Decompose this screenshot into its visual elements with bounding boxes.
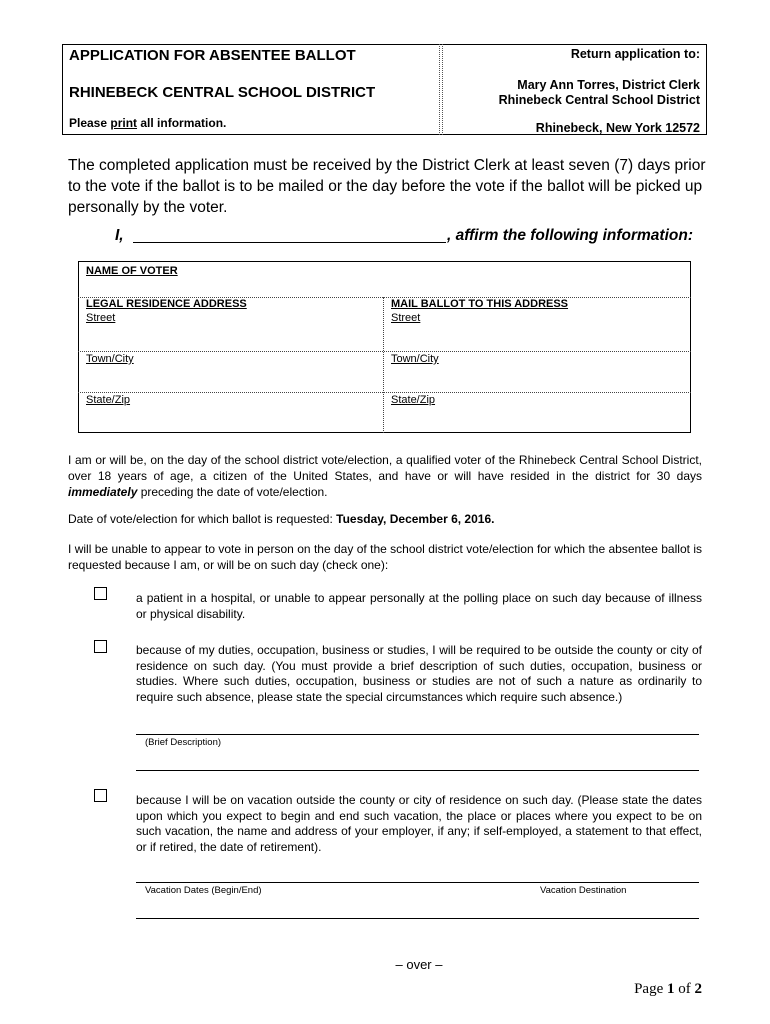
vacation-dates-label: Vacation Dates (Begin/End) xyxy=(145,885,262,896)
page-number xyxy=(634,981,702,998)
mail-address-header: MAIL BALLOT TO THIS ADDRESS xyxy=(391,298,569,310)
page-total: 2 xyxy=(694,981,702,997)
voter-name-label: NAME OF VOTER xyxy=(86,265,178,277)
vote-date-value: Tuesday, December 6, 2016. xyxy=(336,512,495,526)
over-note: – over – xyxy=(395,957,443,972)
mail-street-label: Street xyxy=(391,312,421,324)
legal-statezip-field[interactable] xyxy=(79,408,382,432)
mail-street-field[interactable] xyxy=(384,326,690,350)
vacation-info-line[interactable] xyxy=(136,882,699,883)
clerk-city: Rhinebeck, New York 12572 xyxy=(535,121,700,135)
mail-statezip-label: State/Zip xyxy=(391,394,436,406)
district-title: RHINEBECK CENTRAL SCHOOL DISTRICT xyxy=(69,84,376,101)
form-title: APPLICATION FOR ABSENTEE BALLOT xyxy=(69,47,356,64)
brief-description-line[interactable] xyxy=(136,734,699,735)
mail-town-field[interactable] xyxy=(384,367,690,391)
unable-paragraph: I will be unable to appear to vote in person on the day of the school district vote/election for which the absentee ballot is requested because I am, or will be on such day (check one): xyxy=(68,542,702,572)
page-of: of xyxy=(674,981,695,997)
mail-statezip-field[interactable] xyxy=(384,408,690,432)
affirm-name-field[interactable] xyxy=(133,242,446,243)
return-label: Return application to: xyxy=(570,47,700,61)
legal-address-header: LEGAL RESIDENCE ADDRESS xyxy=(86,298,247,310)
clerk-district: Rhinebeck Central School District xyxy=(498,93,700,107)
option-vacation-checkbox[interactable] xyxy=(94,789,107,802)
qualification-paragraph xyxy=(68,452,702,500)
table-divider xyxy=(78,392,691,393)
clerk-name: Mary Ann Torres, District Clerk xyxy=(517,78,700,92)
option-hospital-checkbox[interactable] xyxy=(94,587,107,600)
voter-name-field[interactable] xyxy=(79,279,690,296)
qualification-emphasis: immediately xyxy=(68,485,138,499)
legal-town-field[interactable] xyxy=(79,367,382,391)
brief-description-label: (Brief Description) xyxy=(145,737,222,748)
table-divider xyxy=(78,351,691,352)
option-duties-text: because of my duties, occupation, business or studies, I will be required to be outside the county or city of residence on such day. (You must provide a brief description of such duties, occupation, business or studies. Where such duties, occupation, business or studies are not of such a nature as ordinarily to require such absence, please state the special circumstances which require such absence.) xyxy=(136,643,702,704)
option-vacation-text: because I will be on vacation outside the county or city of residence on such day. (Please state the dates upon which you expect to begin and end such vacation, the place or places where you expect to be on such vacation, the name and address of your employer, if any; if self-employed, a statement to that effect, or if retired, the date of retirement). xyxy=(136,793,702,854)
option-hospital-text: a patient in a hospital, or unable to appear personally at the polling place on such day because of illness or physical disability. xyxy=(136,591,702,621)
vote-date-label: Date of vote/election for which ballot is requested: xyxy=(68,512,337,526)
vacation-info-line-2[interactable] xyxy=(136,918,699,919)
affirm-suffix: , affirm the following information: xyxy=(447,227,693,244)
page-current: 1 xyxy=(667,981,675,997)
vote-date-line xyxy=(68,511,702,527)
option-duties-checkbox[interactable] xyxy=(94,640,107,653)
print-instruction-pre: Please xyxy=(69,116,111,130)
intro-paragraph: The completed application must be received by the District Clerk at least seven (7) days prior to the vote if the ballot is to be mailed or the day before the vote if the ballot will be picked up personally by the voter. xyxy=(68,157,706,216)
legal-statezip-label: State/Zip xyxy=(86,394,131,406)
vacation-destination-label: Vacation Destination xyxy=(540,885,627,896)
legal-street-field[interactable] xyxy=(79,326,382,350)
qualification-text-end: preceding the date of vote/election. xyxy=(137,485,328,499)
qualification-text: I am or will be, on the day of the school district vote/election, a qualified voter of the Rhinebeck Central School District, over 18 years of age, a citizen of the United States, and have or will have resided in the district for 30 days xyxy=(68,453,702,483)
legal-street-label: Street xyxy=(86,312,116,324)
page-prefix: Page xyxy=(634,981,667,997)
brief-description-line-2[interactable] xyxy=(136,770,699,771)
mail-town-label: Town/City xyxy=(391,353,439,365)
print-instruction xyxy=(69,116,226,130)
affirm-prefix: I, xyxy=(115,227,124,244)
print-instruction-post: all information. xyxy=(137,116,227,130)
legal-town-label: Town/City xyxy=(86,353,134,365)
print-instruction-emph: print xyxy=(110,116,138,130)
header-divider xyxy=(439,44,443,135)
